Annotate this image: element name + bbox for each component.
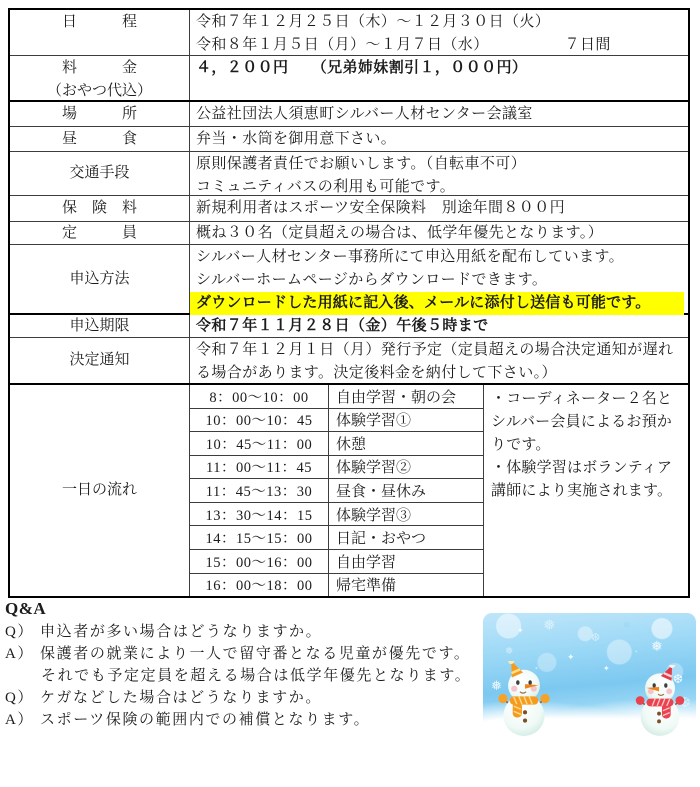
snowflake-icon xyxy=(651,641,663,655)
dates-line-1: 令和７年１２月２５日（木）～１２月３０日（火） xyxy=(196,14,551,30)
schedule-activity: 帰宅準備 xyxy=(336,578,397,595)
row-content-lunch: 弁当・水筒を御用意下さい。 xyxy=(196,130,397,147)
sparkle-icon xyxy=(567,653,575,662)
qa-text: スポーツ保険の範囲内での補償となります。 xyxy=(40,712,371,728)
sparkle-icon xyxy=(603,665,610,673)
fee-label-note: （おやつ代込） xyxy=(46,83,152,99)
schedule-row xyxy=(190,479,483,503)
total-days: ７日間 xyxy=(564,37,611,53)
winter-snowmen-illustration xyxy=(483,613,696,743)
snowflake-icon xyxy=(543,619,556,634)
sparkle-icon xyxy=(517,627,524,635)
schedule-time: 16：00～18：00 xyxy=(190,574,329,597)
program-info-table xyxy=(8,8,690,598)
daily-flow-note-1: ・コーディネーター２名とシルバー会員によるお預かりです。 xyxy=(491,391,673,453)
schedule-time: 11：45～13：30 xyxy=(190,479,329,502)
table-row-insurance xyxy=(10,196,688,222)
row-content-insurance: 新規利用者はスポーツ安全保険料 別途年間８００円 xyxy=(196,200,566,216)
schedule-row xyxy=(190,550,483,574)
schedule-time: 15：00～16：00 xyxy=(190,550,329,573)
qa-text: 保護者の就業により一人で留守番となる児童が優先です。 xyxy=(40,646,471,662)
qa-answer-1-continued: それでも予定定員を超える場合は低学年優先となります。 xyxy=(41,668,472,684)
qa-section xyxy=(5,597,480,731)
snowman-orange xyxy=(491,661,557,737)
dates-line-2-text: 令和８年１月５日（月）～１月７日（水） xyxy=(196,37,489,53)
schedule-activity: 体験学習② xyxy=(336,460,412,477)
schedule-row xyxy=(190,432,483,456)
schedule-activity: 昼食・昼休み xyxy=(336,484,427,501)
snowflake-icon xyxy=(505,647,513,657)
row-label-capacity: 定 員 xyxy=(10,222,190,244)
table-row-decision-notice xyxy=(10,338,688,385)
schedule-activity: 体験学習① xyxy=(336,413,412,430)
snow-dot-icon xyxy=(635,649,637,656)
schedule-time: 11：00～11：45 xyxy=(190,456,329,479)
schedule-row xyxy=(190,574,483,597)
qa-answer-1 xyxy=(5,643,480,665)
schedule-row xyxy=(190,409,483,433)
schedule-row xyxy=(190,385,483,409)
row-label-lunch: 昼 食 xyxy=(10,127,190,151)
qa-prefix: A） xyxy=(5,646,35,662)
row-content-fee: ４，２００円 （兄弟姉妹割引１，０００円） xyxy=(196,60,528,76)
row-content-decision-notice: 令和７年１２月１日（月）発行予定（定員超えの場合決定通知が遅れる場合があります。決定後料金を納付して下さい。） xyxy=(196,342,674,381)
table-row-place xyxy=(10,102,688,127)
row-label-daily-flow: 一日の流れ xyxy=(10,385,190,596)
application-line-2: シルバーホームページからダウンロードできます。 xyxy=(196,272,548,288)
row-label-place: 場 所 xyxy=(10,102,190,126)
qa-prefix: A） xyxy=(5,712,35,728)
snowman-red xyxy=(629,665,691,737)
row-label-deadline: 申込期限 xyxy=(10,315,190,337)
schedule-row xyxy=(190,456,483,480)
snowflake-icon xyxy=(623,621,631,630)
row-label-dates: 日 程 xyxy=(10,10,190,55)
fee-label: 料 金 xyxy=(61,60,137,76)
snowflake-icon xyxy=(591,633,600,644)
row-content-capacity: 概ね３０名（定員超えの場合は、低学年優先となります。） xyxy=(196,224,604,241)
table-row-deadline xyxy=(10,315,688,338)
row-label-application-method: 申込方法 xyxy=(10,245,190,313)
schedule-activity: 自由学習・朝の会 xyxy=(336,389,457,406)
dates-line-2 xyxy=(196,34,684,57)
schedule-row xyxy=(190,526,483,550)
qa-heading: Q&A xyxy=(5,599,47,618)
row-content-dates xyxy=(190,10,688,55)
schedule-time: 8：00～10：00 xyxy=(190,385,329,408)
schedule-time: 13：30～14：15 xyxy=(190,503,329,526)
row-content-application-method xyxy=(190,245,688,313)
row-label-insurance: 保 険 料 xyxy=(10,196,190,221)
table-row-daily-flow xyxy=(10,385,688,596)
qa-answer-2 xyxy=(5,709,480,731)
table-row-transport xyxy=(10,152,688,196)
qa-text: ケガなどした場合はどうなりますか。 xyxy=(40,690,322,706)
transport-line-1: 原則保護者責任でお願いします。（自転車不可） xyxy=(196,156,527,172)
table-row-fee xyxy=(10,56,688,102)
application-highlighted-note: ダウンロードした用紙に記入後、メールに添付し送信も可能です。 xyxy=(190,292,684,315)
qa-prefix: Q） xyxy=(5,624,35,640)
row-content-transport xyxy=(190,152,688,195)
qa-prefix: Q） xyxy=(5,690,35,706)
table-row-lunch xyxy=(10,127,688,152)
qa-question-1 xyxy=(5,621,480,643)
table-row-schedule-dates xyxy=(10,10,688,56)
table-row-application-method xyxy=(10,245,688,315)
schedule-activity: 休憩 xyxy=(336,436,367,453)
schedule-time: 10：45～11：00 xyxy=(190,432,329,455)
qa-text: 申込者が多い場合はどうなりますか。 xyxy=(40,624,323,640)
schedule-activity: 体験学習③ xyxy=(336,507,412,524)
schedule-row xyxy=(190,503,483,527)
row-label-fee xyxy=(10,56,190,100)
schedule-activity: 自由学習 xyxy=(336,554,397,571)
row-label-decision-notice: 決定通知 xyxy=(10,338,190,383)
schedule-time: 14：15～15：00 xyxy=(190,526,329,549)
row-label-transport: 交通手段 xyxy=(10,152,190,195)
daily-flow-note-2: ・体験学習はボランティア講師により実施されます。 xyxy=(491,460,673,499)
schedule-activity: 日記・おやつ xyxy=(336,531,427,548)
row-content-place: 公益社団法人須恵町シルバー人材センター会議室 xyxy=(196,105,533,122)
row-content-deadline: 令和７年１１月２８日（金）午後５時まで xyxy=(196,317,489,334)
transport-line-2: コミュニティバスの利用も可能です。 xyxy=(196,179,456,195)
qa-question-2 xyxy=(5,687,480,709)
application-line-1: シルバー人材センター事務所にて申込用紙を配布しています。 xyxy=(196,249,624,265)
table-row-capacity xyxy=(10,222,688,245)
daily-flow-notes xyxy=(484,385,688,596)
daily-schedule-subtable xyxy=(190,385,484,596)
schedule-time: 10：00～10：45 xyxy=(190,409,329,432)
